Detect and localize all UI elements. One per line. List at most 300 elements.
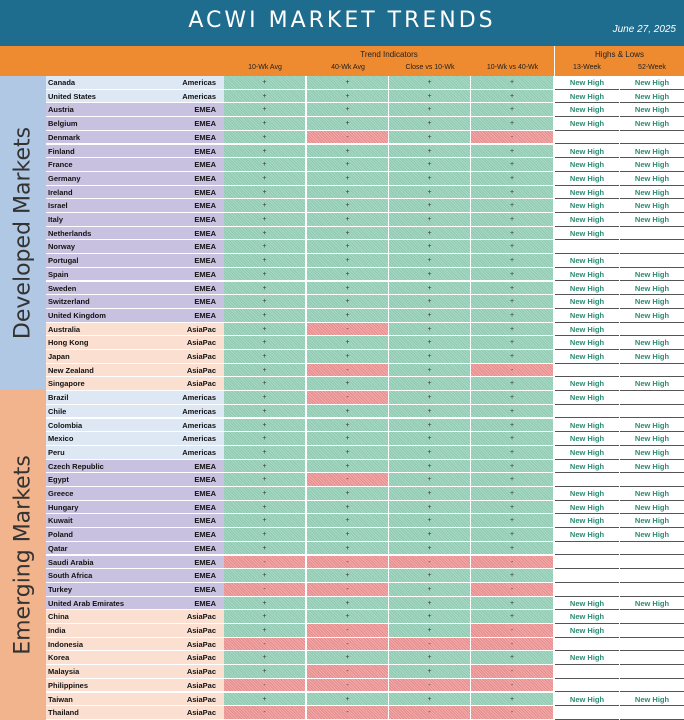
trend-indicator-cell: + (307, 240, 389, 254)
region-name: EMEA (194, 461, 216, 471)
trend-indicator-cell: + (389, 336, 471, 350)
country-name: Mexico (48, 434, 74, 444)
region-name: Americas (182, 78, 216, 87)
trend-indicator-cell: + (224, 76, 306, 90)
region-name: Americas (182, 420, 216, 430)
table-row (0, 268, 684, 282)
high-52-week-cell: New High (620, 487, 684, 501)
trend-indicator-cell: - (471, 131, 554, 145)
region-name: AsiaPac (186, 338, 216, 348)
high-52-week-cell (620, 364, 684, 378)
region-name: EMEA (194, 269, 216, 279)
trend-indicator-cell: + (307, 145, 389, 159)
trend-indicator-cell: + (471, 336, 554, 350)
country-name: Taiwan (48, 694, 73, 704)
region-name: Americas (182, 406, 216, 416)
trend-indicator-cell: + (471, 528, 554, 542)
trend-indicator-cell: + (389, 569, 471, 583)
region-name: EMEA (194, 256, 216, 266)
region-name: EMEA (194, 187, 216, 197)
trend-indicator-cell: + (389, 473, 471, 487)
trend-indicator-cell: + (307, 651, 389, 665)
region-name: EMEA (194, 489, 216, 498)
table-row (0, 487, 684, 501)
table-row (0, 186, 684, 200)
trend-indicator-cell: + (307, 446, 389, 460)
region-name: Americas (182, 393, 216, 403)
col-10wk-avg: 10-Wk Avg (248, 64, 282, 71)
trend-indicator-cell: + (307, 282, 389, 296)
trend-indicator-cell: + (224, 432, 306, 446)
country-name: Japan (48, 352, 70, 361)
country-name: Brazil (48, 393, 69, 403)
trend-indicator-cell: + (389, 90, 471, 104)
trend-indicator-cell: - (307, 638, 389, 652)
high-13-week-cell: New High (555, 336, 619, 350)
trend-indicator-cell: + (389, 624, 471, 638)
trend-indicator-cell: + (471, 295, 554, 309)
trend-indicator-cell: + (224, 295, 306, 309)
country-name: United States (48, 91, 96, 101)
trend-indicator-cell: + (389, 240, 471, 254)
trend-indicator-cell: + (224, 473, 306, 487)
table-row (0, 377, 684, 391)
trend-indicator-cell: + (224, 268, 306, 282)
high-13-week-cell: New High (555, 597, 619, 611)
high-13-week-cell (555, 665, 619, 679)
region-name: EMEA (194, 173, 216, 183)
high-13-week-cell: New High (555, 610, 619, 624)
table-row (0, 336, 684, 350)
trend-indicator-cell: + (307, 377, 389, 391)
table-row (0, 460, 684, 474)
region-name: AsiaPac (186, 708, 216, 718)
trend-indicator-cell: + (224, 199, 306, 213)
trend-indicator-cell: - (307, 624, 389, 638)
high-52-week-cell: New High (620, 432, 684, 446)
country-name: Israel (48, 201, 68, 211)
region-name: EMEA (194, 228, 216, 238)
country-name: Belgium (48, 119, 78, 129)
trend-indicator-cell: - (389, 706, 471, 720)
country-name: Finland (48, 146, 75, 156)
trend-indicator-cell: + (389, 295, 471, 309)
high-52-week-cell: New High (620, 90, 684, 104)
region-name: AsiaPac (186, 680, 216, 690)
trend-indicator-cell: + (224, 323, 306, 337)
trend-indicator-cell: + (224, 419, 306, 433)
high-52-week-cell: New High (620, 336, 684, 350)
table-row (0, 391, 684, 405)
country-name: Denmark (48, 132, 81, 142)
trend-indicator-cell: + (389, 542, 471, 556)
trend-indicator-cell: + (389, 432, 471, 446)
trend-indicator-cell: - (471, 679, 554, 693)
region-name: EMEA (194, 530, 216, 540)
trend-indicator-cell: + (307, 295, 389, 309)
table-row (0, 172, 684, 186)
table-row (0, 103, 684, 117)
region-name: EMEA (194, 571, 216, 581)
high-52-week-cell: New High (620, 282, 684, 296)
trend-indicator-cell: + (224, 145, 306, 159)
high-13-week-cell: New High (555, 419, 619, 433)
trend-indicator-cell: - (471, 706, 554, 720)
table-row (0, 364, 684, 378)
trend-indicator-cell: - (307, 706, 389, 720)
country-name: Kuwait (48, 516, 73, 526)
region-name: EMEA (194, 557, 216, 567)
high-13-week-cell: New High (555, 487, 619, 501)
trend-indicator-cell: + (389, 364, 471, 378)
trend-indicator-cell: + (224, 103, 306, 117)
high-52-week-cell (620, 227, 684, 241)
high-52-week-cell (620, 254, 684, 268)
trend-indicator-cell: - (224, 556, 306, 570)
high-52-week-cell (620, 679, 684, 693)
table-row (0, 679, 684, 693)
high-52-week-cell: New High (620, 446, 684, 460)
trend-indicator-cell: + (389, 665, 471, 679)
country-name: Korea (48, 653, 70, 663)
country-name: Thailand (48, 708, 79, 718)
table-row (0, 90, 684, 104)
table-row (0, 323, 684, 337)
trend-indicator-cell: + (224, 651, 306, 665)
country-name: Switzerland (48, 297, 90, 307)
trend-indicator-cell: + (307, 514, 389, 528)
trend-indicator-cell: + (389, 487, 471, 501)
table-row (0, 583, 684, 597)
trend-indicator-cell: + (389, 227, 471, 241)
trend-indicator-cell: + (307, 186, 389, 200)
trend-indicator-cell: + (307, 254, 389, 268)
table-row (0, 514, 684, 528)
high-52-week-cell: New High (620, 103, 684, 117)
trend-indicator-cell: + (224, 460, 306, 474)
high-52-week-cell (620, 638, 684, 652)
high-13-week-cell: New High (555, 117, 619, 131)
trend-indicator-cell: + (224, 528, 306, 542)
trend-indicator-cell: + (471, 227, 554, 241)
trend-indicator-cell: + (471, 103, 554, 117)
trend-indicator-cell: + (471, 323, 554, 337)
trend-indicator-cell: + (389, 651, 471, 665)
trend-indicator-cell: + (389, 158, 471, 172)
table-row (0, 282, 684, 296)
trend-indicator-cell: - (224, 679, 306, 693)
country-name: Czech Republic (48, 461, 104, 471)
high-52-week-cell: New High (620, 213, 684, 227)
trend-indicator-cell: + (307, 597, 389, 611)
trend-indicator-cell: + (224, 131, 306, 145)
trend-indicator-cell: - (224, 583, 306, 597)
trend-indicator-cell: + (224, 693, 306, 707)
high-52-week-cell (620, 665, 684, 679)
trend-indicator-cell: + (471, 90, 554, 104)
country-name: Hong Kong (48, 338, 89, 348)
high-13-week-cell (555, 638, 619, 652)
high-52-week-cell (620, 405, 684, 419)
trend-indicator-cell: + (471, 117, 554, 131)
trend-indicator-cell: + (471, 432, 554, 446)
trend-indicator-cell: + (389, 501, 471, 515)
country-name: Egypt (48, 475, 69, 485)
region-name: EMEA (194, 242, 216, 252)
high-52-week-cell: New High (620, 309, 684, 323)
high-13-week-cell: New High (555, 432, 619, 446)
trend-indicator-cell: + (307, 405, 389, 419)
trend-indicator-cell: + (389, 460, 471, 474)
trend-indicator-cell: + (307, 501, 389, 515)
trend-indicator-cell: + (224, 90, 306, 104)
col-10wk-vs-40wk: 10-Wk vs 40-Wk (486, 64, 539, 71)
high-13-week-cell: New High (555, 213, 619, 227)
trend-indicator-cell: + (307, 569, 389, 583)
table-row (0, 213, 684, 227)
trend-indicator-cell: + (389, 610, 471, 624)
high-13-week-cell: New High (555, 624, 619, 638)
high-52-week-cell (620, 473, 684, 487)
country-name: Germany (48, 173, 81, 183)
country-name: Indonesia (48, 639, 84, 649)
high-52-week-cell: New High (620, 377, 684, 391)
high-13-week-cell (555, 240, 619, 254)
trend-indicator-cell: - (471, 638, 554, 652)
high-13-week-cell: New High (555, 145, 619, 159)
region-name: EMEA (194, 475, 216, 485)
region-name: Americas (182, 91, 216, 101)
trend-indicator-cell: + (389, 405, 471, 419)
table-row (0, 624, 684, 638)
region-name: AsiaPac (186, 694, 216, 704)
trend-indicator-cell: + (471, 446, 554, 460)
table-row (0, 556, 684, 570)
trend-indicator-cell: + (389, 268, 471, 282)
high-52-week-cell: New High (620, 117, 684, 131)
trend-indicator-cell: - (307, 364, 389, 378)
trend-indicator-cell: + (389, 597, 471, 611)
trend-indicator-cell: + (471, 377, 554, 391)
high-52-week-cell (620, 391, 684, 405)
col-close-vs-10wk: Close vs 10-Wk (405, 64, 455, 71)
country-name: Ireland (48, 187, 73, 197)
country-name: Hungary (48, 502, 79, 512)
high-52-week-cell: New High (620, 76, 684, 90)
trend-indicator-cell: - (307, 665, 389, 679)
high-13-week-cell: New High (555, 158, 619, 172)
table-row (0, 199, 684, 213)
trend-indicator-cell: + (224, 309, 306, 323)
trend-indicator-cell: + (471, 158, 554, 172)
trend-indicator-cell: + (471, 610, 554, 624)
region-name: EMEA (194, 283, 216, 293)
region-name: AsiaPac (186, 365, 216, 375)
table-row (0, 693, 684, 707)
high-13-week-cell: New High (555, 693, 619, 707)
trend-indicator-cell: + (224, 446, 306, 460)
trend-indicator-cell: + (471, 213, 554, 227)
table-row (0, 569, 684, 583)
trend-indicator-cell: + (389, 145, 471, 159)
table-row (0, 501, 684, 515)
trend-indicator-cell: + (307, 419, 389, 433)
country-name: Poland (48, 530, 74, 540)
trend-indicator-cell: + (224, 624, 306, 638)
trend-indicator-cell: - (471, 556, 554, 570)
high-13-week-cell: New High (555, 295, 619, 309)
region-name: EMEA (194, 132, 216, 142)
title-bar (0, 0, 684, 46)
region-name: AsiaPac (186, 626, 216, 635)
high-13-week-cell (555, 405, 619, 419)
trend-indicator-cell: + (224, 336, 306, 350)
region-name: Americas (182, 434, 216, 444)
high-13-week-cell: New High (555, 309, 619, 323)
trend-indicator-cell: + (389, 514, 471, 528)
high-52-week-cell: New High (620, 514, 684, 528)
trend-indicator-cell: - (307, 679, 389, 693)
high-52-week-cell: New High (620, 158, 684, 172)
col-52-week: 52-Week (638, 64, 666, 71)
trend-indicator-cell: + (224, 665, 306, 679)
country-name: Turkey (48, 584, 73, 594)
trend-indicator-cell: + (471, 501, 554, 515)
trend-indicator-cell: + (471, 597, 554, 611)
high-13-week-cell: New High (555, 377, 619, 391)
trend-indicator-cell: + (471, 391, 554, 405)
trend-indicator-cell: + (389, 199, 471, 213)
table-row (0, 432, 684, 446)
high-13-week-cell: New High (555, 186, 619, 200)
high-52-week-cell: New High (620, 501, 684, 515)
trend-indicator-cell: - (307, 391, 389, 405)
trend-indicator-cell: + (224, 227, 306, 241)
trend-indicator-cell: + (224, 282, 306, 296)
trend-indicator-cell: + (307, 350, 389, 364)
trend-indicator-cell: + (389, 391, 471, 405)
high-13-week-cell (555, 542, 619, 556)
trend-indicator-cell: + (224, 186, 306, 200)
trend-indicator-cell: + (389, 282, 471, 296)
high-52-week-cell: New High (620, 460, 684, 474)
country-name: Singapore (48, 379, 85, 389)
table-row (0, 419, 684, 433)
trend-indicator-cell: + (224, 213, 306, 227)
page-title: ACWI MARKET TRENDS (188, 8, 496, 33)
trend-indicator-cell: + (224, 391, 306, 405)
trend-indicator-cell: + (471, 282, 554, 296)
table-row (0, 131, 684, 145)
high-52-week-cell (620, 556, 684, 570)
country-name: Norway (48, 242, 76, 252)
country-name: Peru (48, 447, 65, 457)
region-name: AsiaPac (186, 612, 216, 622)
trend-indicator-cell: + (471, 487, 554, 501)
region-name: EMEA (194, 584, 216, 594)
trend-indicator-cell: + (307, 528, 389, 542)
high-13-week-cell: New High (555, 391, 619, 405)
trend-indicator-cell: + (389, 186, 471, 200)
country-name: Colombia (48, 420, 83, 430)
trend-indicator-cell: + (224, 254, 306, 268)
trend-indicator-cell: + (389, 693, 471, 707)
high-52-week-cell (620, 651, 684, 665)
trend-indicator-cell: + (307, 227, 389, 241)
table-row (0, 446, 684, 460)
region-name: AsiaPac (186, 667, 216, 677)
high-13-week-cell: New High (555, 76, 619, 90)
trend-indicator-cell: + (389, 131, 471, 145)
high-52-week-cell: New High (620, 693, 684, 707)
trend-indicator-cell: + (224, 172, 306, 186)
country-name: New Zealand (48, 365, 94, 375)
trend-indicator-cell: + (471, 514, 554, 528)
trend-indicator-cell: + (224, 501, 306, 515)
developed-markets-label: Developed Markets (10, 126, 36, 339)
trend-indicator-cell: + (471, 651, 554, 665)
high-52-week-cell (620, 323, 684, 337)
trend-indicator-cell: + (307, 213, 389, 227)
trend-indicator-cell: + (471, 186, 554, 200)
trend-indicator-cell: + (224, 240, 306, 254)
trend-indicator-cell: + (224, 514, 306, 528)
trend-indicator-cell: - (389, 556, 471, 570)
high-52-week-cell: New High (620, 145, 684, 159)
table-row (0, 76, 684, 90)
trend-indicator-cell: - (224, 706, 306, 720)
country-name: Italy (48, 215, 64, 224)
country-name: Australia (48, 324, 81, 334)
high-13-week-cell: New High (555, 528, 619, 542)
high-13-week-cell (555, 706, 619, 720)
trend-indicator-cell: + (307, 432, 389, 446)
high-52-week-cell (620, 624, 684, 638)
trend-indicator-cell: + (389, 419, 471, 433)
high-13-week-cell: New High (555, 199, 619, 213)
trend-indicator-cell: + (307, 76, 389, 90)
trend-indicator-cell: - (307, 583, 389, 597)
region-name: EMEA (194, 160, 216, 170)
high-52-week-cell: New High (620, 295, 684, 309)
region-name: EMEA (194, 310, 216, 320)
country-name: United Kingdom (48, 310, 106, 320)
high-13-week-cell (555, 569, 619, 583)
table-row (0, 158, 684, 172)
trend-indicator-cell: + (389, 309, 471, 323)
trend-indicators-title: Trend Indicators (360, 50, 418, 59)
trend-indicator-cell: + (307, 172, 389, 186)
trend-indicator-cell: + (224, 117, 306, 131)
table-row (0, 240, 684, 254)
table-row (0, 117, 684, 131)
trend-indicator-cell: + (471, 569, 554, 583)
table-row (0, 473, 684, 487)
trend-indicator-cell: - (471, 665, 554, 679)
high-13-week-cell: New High (555, 460, 619, 474)
trend-indicator-cell: + (224, 350, 306, 364)
col-13-week: 13-Week (573, 64, 601, 71)
high-13-week-cell: New High (555, 514, 619, 528)
country-name: Saudi Arabia (48, 557, 94, 567)
table-row (0, 651, 684, 665)
trend-indicator-cell: + (224, 158, 306, 172)
trend-indicator-cell: - (471, 624, 554, 638)
trend-indicator-cell: + (389, 117, 471, 131)
high-52-week-cell (620, 542, 684, 556)
table-row (0, 665, 684, 679)
trend-indicator-cell: + (224, 569, 306, 583)
